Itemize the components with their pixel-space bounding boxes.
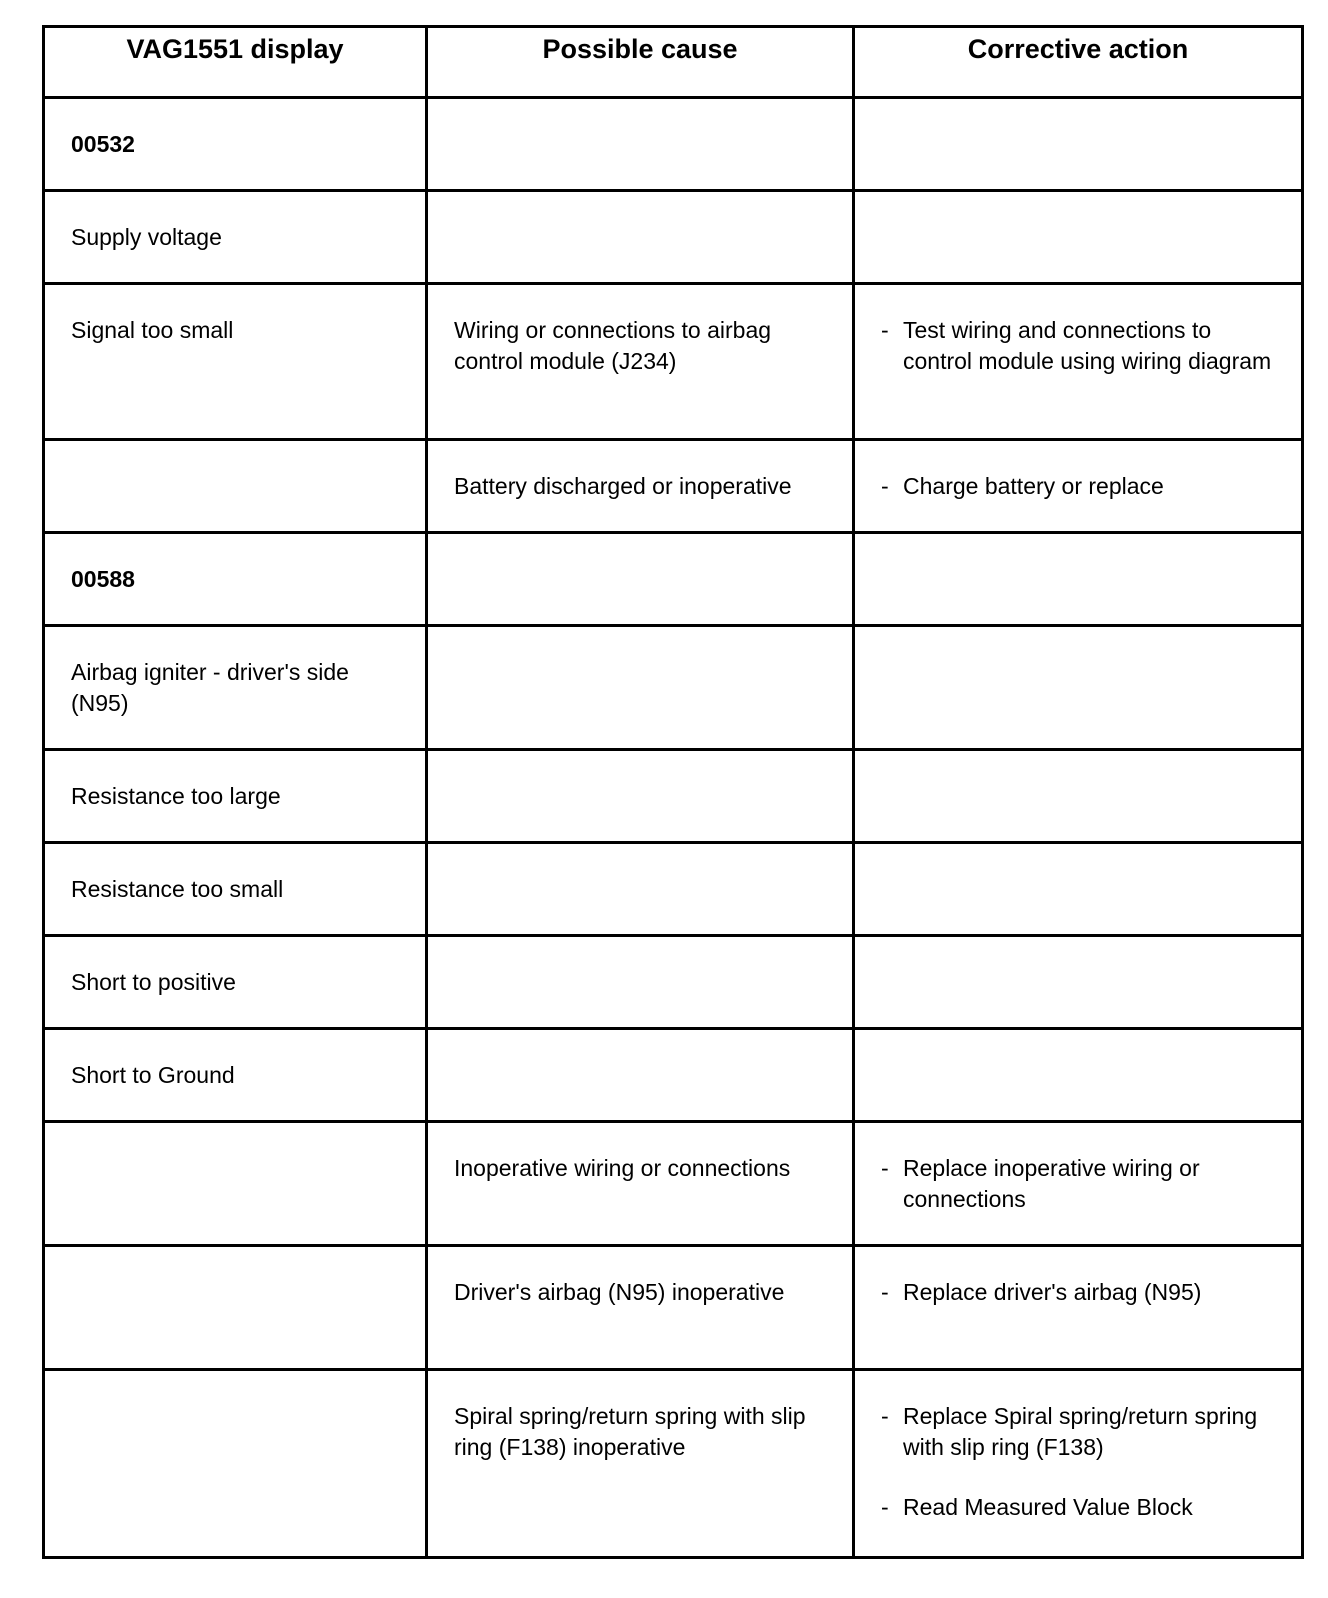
action-cell [854, 626, 1303, 750]
cause-cell: Inoperative wiring or connections [427, 1122, 854, 1246]
action-cell [854, 440, 1303, 533]
table-row [44, 533, 1303, 626]
table-row [44, 284, 1303, 440]
table-row [44, 191, 1303, 284]
header-possible-cause: Possible cause [427, 27, 854, 98]
action-cell [854, 1029, 1303, 1122]
table-row [44, 626, 1303, 750]
display-cell: Short to positive [44, 936, 427, 1029]
cause-cell [427, 843, 854, 936]
table-header-row [44, 27, 1303, 98]
display-cell: Resistance too small [44, 843, 427, 936]
table-row [44, 936, 1303, 1029]
display-cell: Short to Ground [44, 1029, 427, 1122]
display-cell: 00588 [44, 533, 427, 626]
cause-cell [427, 533, 854, 626]
cause-cell [427, 750, 854, 843]
action-cell [854, 843, 1303, 936]
action-list [881, 1277, 1281, 1308]
action-cell [854, 191, 1303, 284]
cause-cell [427, 626, 854, 750]
action-item: - Charge battery or replace [881, 471, 1281, 502]
cause-cell [427, 191, 854, 284]
cause-cell: Spiral spring/return spring with slip ring (F138) inoperative [427, 1370, 854, 1558]
action-cell [854, 284, 1303, 440]
action-cell [854, 936, 1303, 1029]
action-item: - Replace driver's airbag (N95) [881, 1277, 1281, 1308]
cause-cell [427, 98, 854, 191]
header-corrective-action: Corrective action [854, 27, 1303, 98]
action-item: - Test wiring and connections to control module using wiring diagram [881, 315, 1281, 377]
action-cell [854, 533, 1303, 626]
cause-cell [427, 936, 854, 1029]
header-vag1551-display: VAG1551 display [44, 27, 427, 98]
diagnostic-table [42, 25, 1304, 1559]
display-cell: 00532 [44, 98, 427, 191]
cause-cell: Wiring or connections to airbag control module (J234) [427, 284, 854, 440]
action-list [881, 315, 1281, 377]
action-cell [854, 1246, 1303, 1370]
table-row [44, 843, 1303, 936]
display-cell: Signal too small [44, 284, 427, 440]
action-cell [854, 1122, 1303, 1246]
display-cell [44, 1370, 427, 1558]
table-row [44, 1370, 1303, 1558]
table-row [44, 750, 1303, 843]
cause-cell: Driver's airbag (N95) inoperative [427, 1246, 854, 1370]
action-list [881, 1401, 1281, 1523]
table-row [44, 98, 1303, 191]
cause-cell: Battery discharged or inoperative [427, 440, 854, 533]
action-item: - Read Measured Value Block [881, 1492, 1281, 1523]
table-row [44, 1122, 1303, 1246]
table-row [44, 1246, 1303, 1370]
display-cell: Resistance too large [44, 750, 427, 843]
display-cell: Airbag igniter - driver's side (N95) [44, 626, 427, 750]
action-list [881, 1153, 1281, 1215]
action-list [881, 471, 1281, 502]
display-cell: Supply voltage [44, 191, 427, 284]
cause-cell [427, 1029, 854, 1122]
action-item: - Replace inoperative wiring or connections [881, 1153, 1281, 1215]
display-cell [44, 440, 427, 533]
action-item: - Replace Spiral spring/return spring with slip ring (F138) [881, 1401, 1281, 1463]
action-cell [854, 750, 1303, 843]
table-row [44, 1029, 1303, 1122]
action-cell [854, 1370, 1303, 1558]
display-cell [44, 1246, 427, 1370]
display-cell [44, 1122, 427, 1246]
table-row [44, 440, 1303, 533]
action-cell [854, 98, 1303, 191]
